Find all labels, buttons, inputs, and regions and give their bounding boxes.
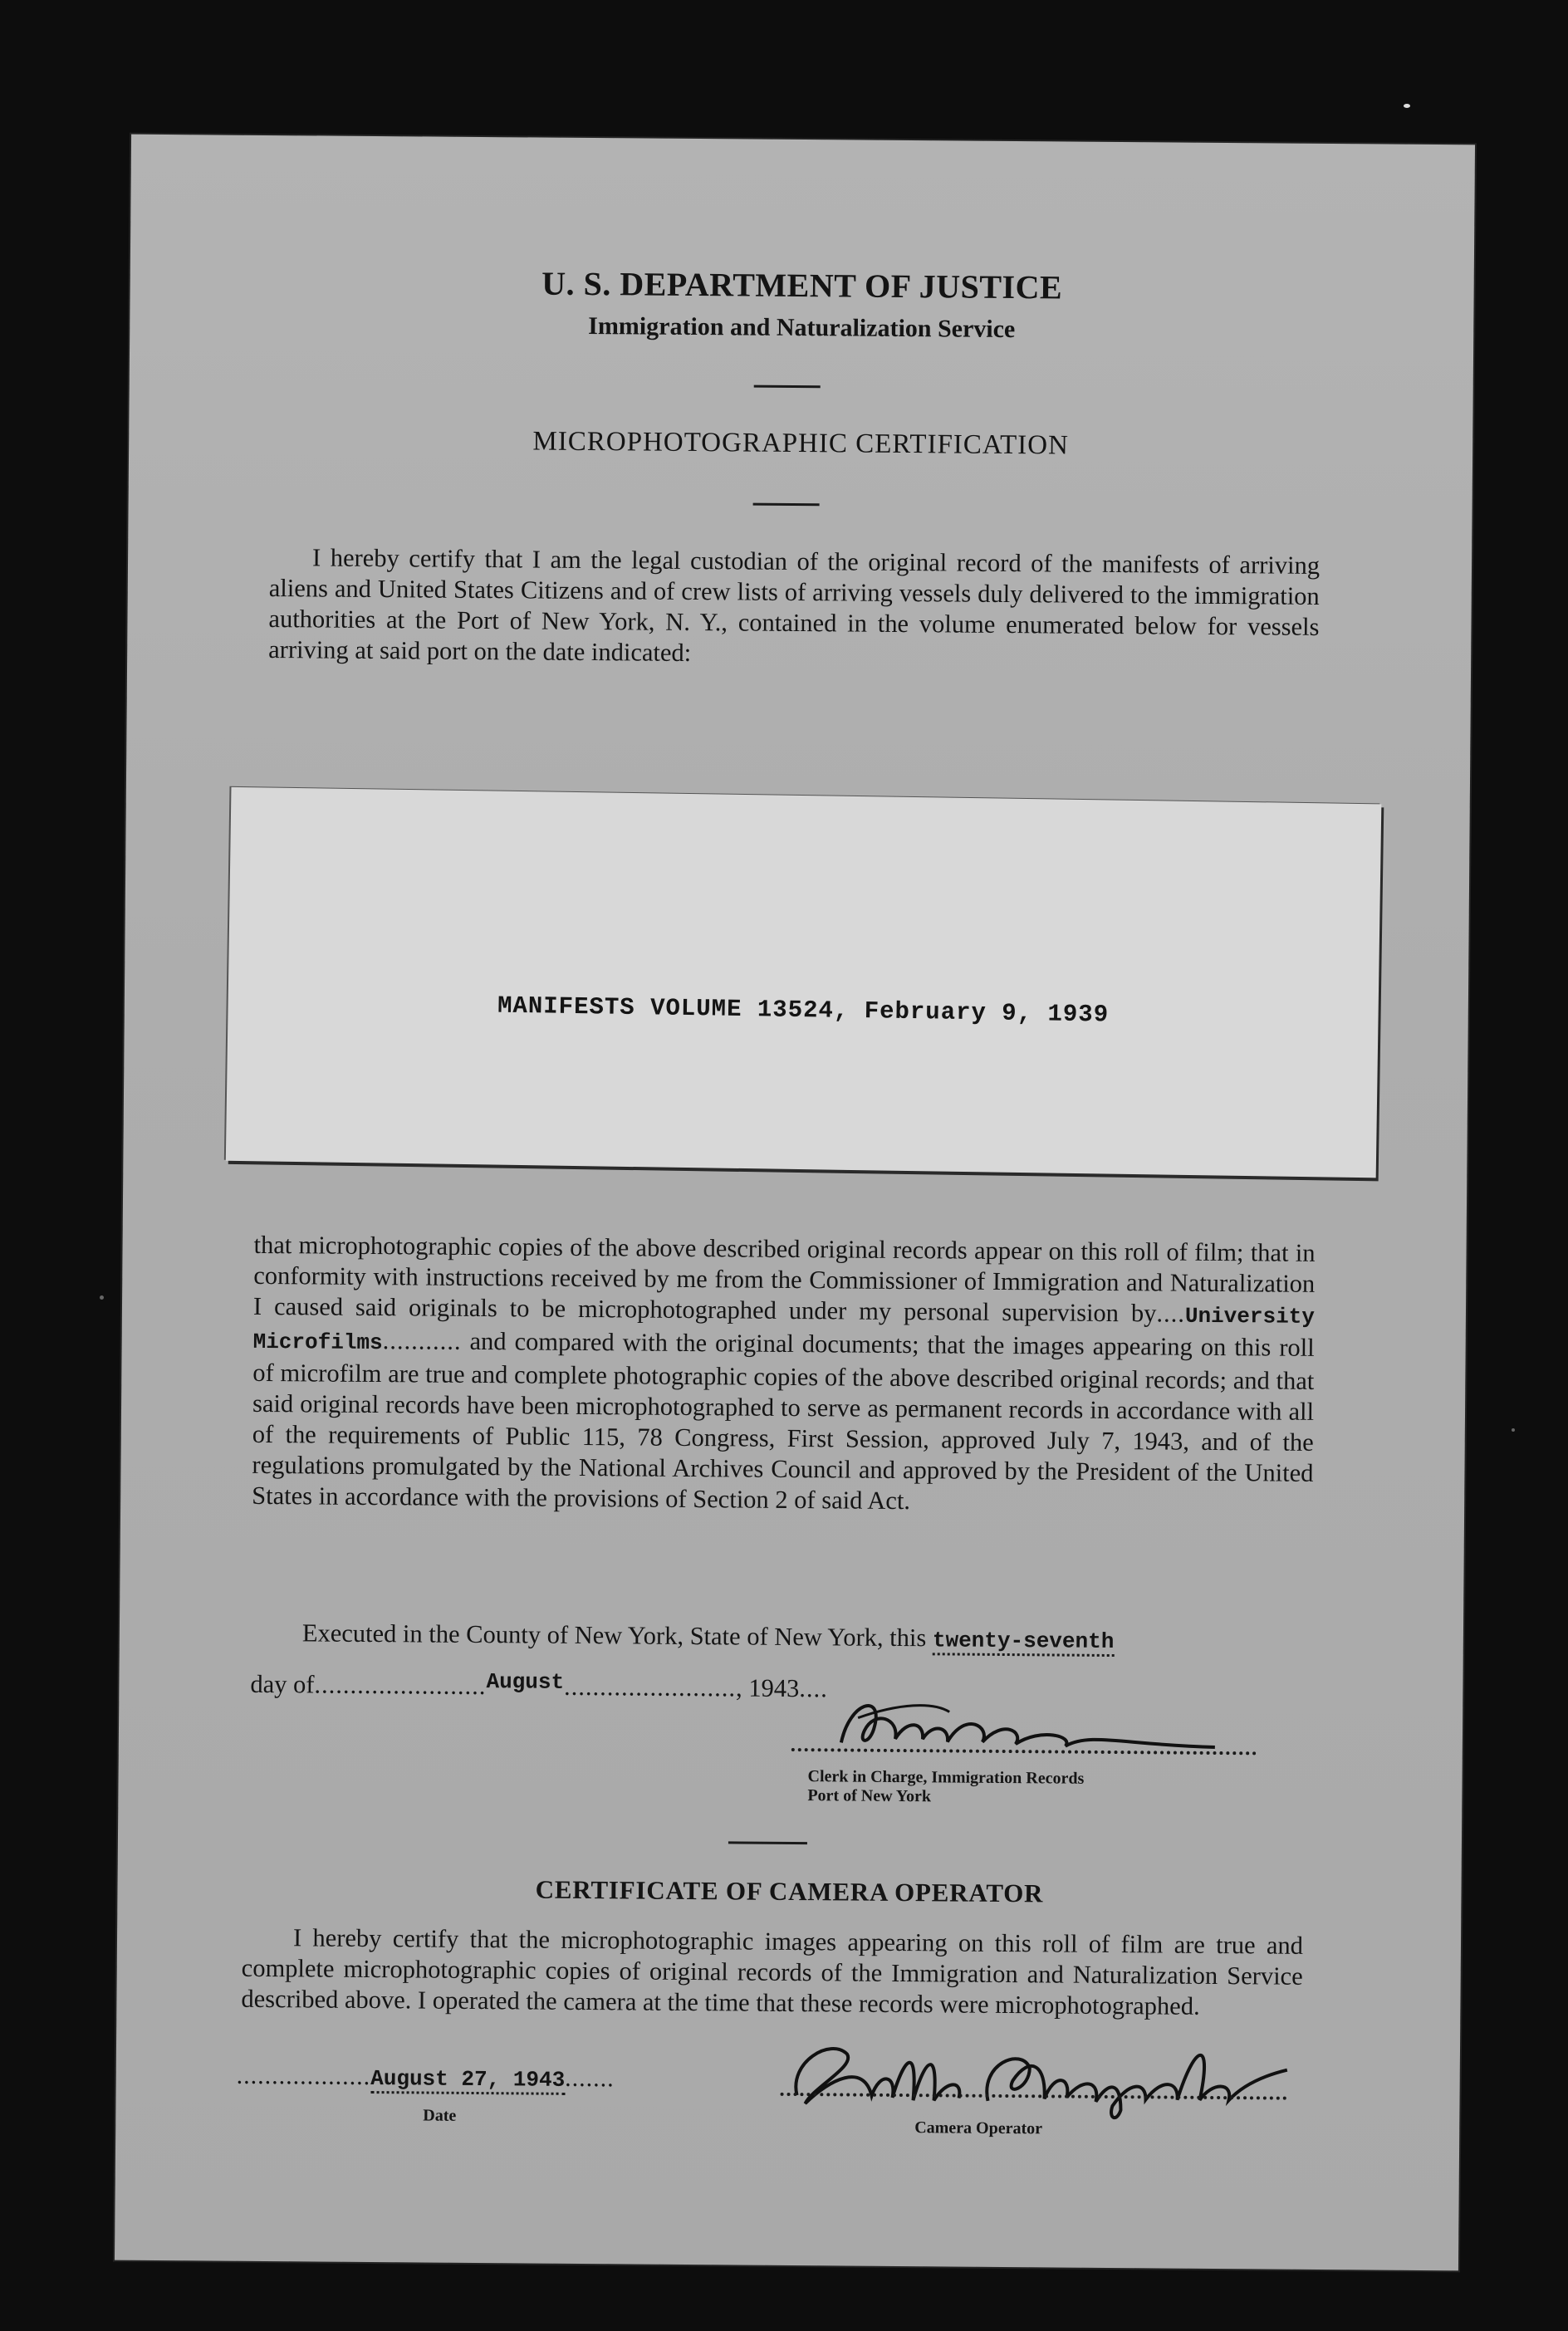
year-dots: .... [799, 1674, 828, 1703]
clerk-caption-line1: Clerk in Charge, Immigration Records [807, 1767, 1085, 1788]
day-dots-2: ........................ [563, 1672, 737, 1702]
divider-bottom [728, 1841, 807, 1844]
day-of-label: day of [250, 1669, 315, 1699]
body-part1: that microphotographic copies of the above described original records appear on this roll of film; that in conformity with instructions received by me from the Commissioner of Immigration and Naturalization I caused said originals to be microphotographed under my personal supervision by [252, 1230, 1316, 1328]
execution-month: August [486, 1669, 565, 1695]
day-of-line [250, 1670, 828, 1703]
execution-day-word: twenty-seventh [933, 1628, 1115, 1657]
clerk-caption [807, 1767, 1084, 1808]
camera-operator-heading: CERTIFICATE OF CAMERA OPERATOR [535, 1874, 1044, 1908]
dots-before-filmer: .... [1156, 1299, 1186, 1328]
film-speck [1404, 104, 1410, 108]
camera-operator-caption: Camera Operator [914, 2118, 1043, 2138]
camera-operator-signature [780, 2029, 1296, 2124]
day-dots-1: ........................ [314, 1670, 487, 1701]
volume-card [226, 787, 1382, 1178]
film-speck [1512, 1428, 1515, 1432]
execution-line [302, 1618, 1115, 1654]
divider-middle [753, 503, 820, 507]
intro-paragraph: I hereby certify that I am the legal custodian of the original record of the manifests of arriving aliens and United States Citizens and of crew lists of arriving vessels duly delivered to the immigration authorities at the Port of New York, N. Y., contained in the volume enumerated below for vessels arriving at said port on the date indicated: [268, 543, 1321, 667]
filmed-by-value: University Microfilms [252, 1303, 1316, 1356]
body-part2: and compared with the original documents; that the images appearing on this roll of microfilm are true and complete photographic copies of the above described original records; and that said original records have been microphotographed to serve as permanent records in accordance with all of the requirements of Public 115, 78 Congress, First Session, approved July 7, 1943, and of the regulations promulgated by the National Archives Council and approved by the President of the United States in accordance with the provisions of Section 2 of said Act. [252, 1326, 1315, 1516]
service-subtitle: Immigration and Naturalization Service [588, 312, 1016, 344]
execution-year: , 1943 [735, 1673, 800, 1703]
dots-after-filmer: ........... [382, 1326, 462, 1355]
date-caption: Date [423, 2106, 457, 2125]
operator-date: August 27, 1943 [370, 2066, 565, 2095]
divider-top [754, 385, 821, 389]
volume-card-text: MANIFESTS VOLUME 13524, February 9, 1939 [497, 992, 1110, 1029]
clerk-caption-line2: Port of New York [807, 1786, 932, 1806]
camera-operator-paragraph: I hereby certify that the microphotographic images appearing on this roll of film are true and complete microphotographic copies of original records of the Immigration and Naturalization Service described above. I operated the camera at the time that these records were microphotographed. [241, 1923, 1304, 2020]
date-dots-before: ................... [236, 2061, 371, 2091]
film-speck [100, 1295, 104, 1300]
certification-body [252, 1230, 1316, 1520]
department-title: U. S. DEPARTMENT OF JUSTICE [541, 264, 1063, 306]
certification-heading: MICROPHOTOGRAPHIC CERTIFICATION [532, 426, 1069, 461]
certificate-page [115, 135, 1475, 2271]
execution-prefix: Executed in the County of New York, State of New York, this [301, 1618, 927, 1653]
date-line [237, 2062, 669, 2093]
date-dots-after: ....... [565, 2064, 615, 2093]
